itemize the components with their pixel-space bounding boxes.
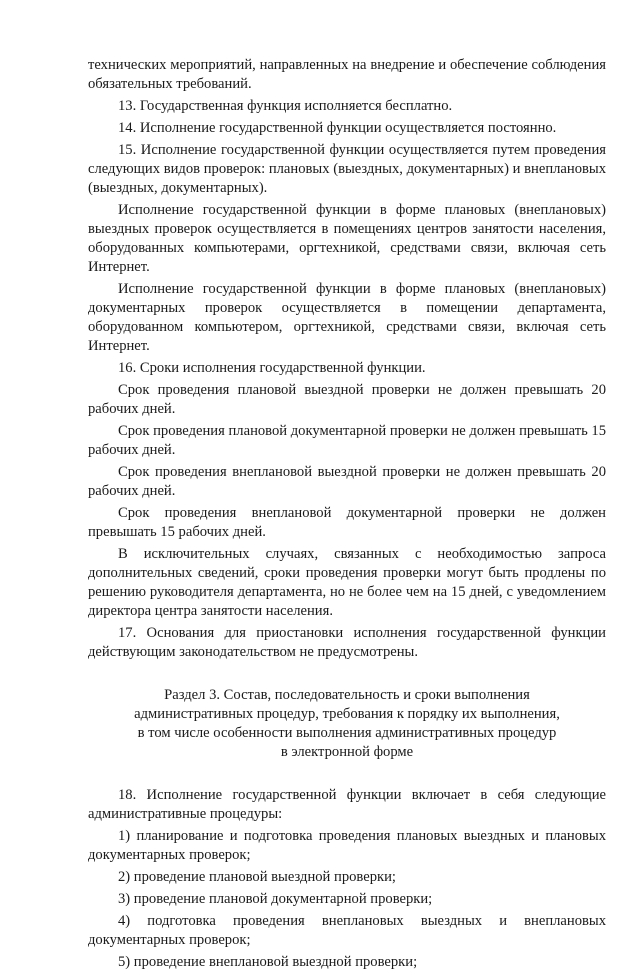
paragraph-16: 16. Сроки исполнения государственной функции. <box>118 360 426 376</box>
paragraph-15: 15. Исполнение государственной функции осуществляется путем проведения следующих видов проверок: плановых (выездных, документарных) и внеплановых (выездных, документарных). <box>88 142 606 196</box>
section-heading <box>88 686 606 762</box>
paragraph-16-term-4: Срок проведения внеплановой документарной проверки не должен превышать 15 рабочих дней. <box>88 505 606 540</box>
paragraph-16-term-2: Срок проведения плановой документарной проверки не должен превышать 15 рабочих дней. <box>88 423 606 458</box>
paragraph-15-onsite: Исполнение государственной функции в форме плановых (внеплановых) выездных проверок осуществляется в помещениях центров занятости населения, оборудованных компьютерами, оргтехникой, средствами связи, включая сеть Интернет. <box>88 202 606 275</box>
paragraph-16-extension: В исключительных случаях, связанных с необходимостью запроса дополнительных сведений, сроки проведения проверки могут быть продлены по решению руководителя департамента, но не более чем на 15 дней, с уведомлением директора центра занятости населения. <box>88 546 606 619</box>
paragraph-13: 13. Государственная функция исполняется бесплатно. <box>118 98 453 114</box>
paragraph-17: 17. Основания для приостановки исполнения государственной функции действующим законодательством не предусмотрены. <box>88 625 606 660</box>
paragraph-18: 18. Исполнение государственной функции включает в себя следующие административные процедуры: <box>88 787 606 822</box>
paragraph-continuation: технических мероприятий, направленных на внедрение и обеспечение соблюдения обязательных требований. <box>88 57 606 92</box>
section-heading-line: в электронной форме <box>280 744 414 760</box>
paragraph-16-term-3: Срок проведения внеплановой выездной проверки не должен превышать 20 рабочих дней. <box>88 464 606 499</box>
section-heading-line: Раздел 3. Состав, последовательность и сроки выполнения <box>164 687 530 703</box>
paragraph-15-documentary: Исполнение государственной функции в форме плановых (внеплановых) документарных проверок осуществляется в помещении департамента, оборудованном компьютером, оргтехникой, средствами связи, включая сеть Интернет. <box>88 281 606 354</box>
paragraph-14: 14. Исполнение государственной функции осуществляется постоянно. <box>118 120 557 136</box>
procedure-item-5: 5) проведение внеплановой выездной проверки; <box>118 954 418 970</box>
procedure-item-3: 3) проведение плановой документарной проверки; <box>118 891 433 907</box>
section-heading-line: в том числе особенности выполнения административных процедур <box>137 725 557 741</box>
procedure-item-2: 2) проведение плановой выездной проверки; <box>118 869 396 885</box>
document-page <box>88 56 606 975</box>
section-heading-line: административных процедур, требования к порядку их выполнения, <box>134 706 560 722</box>
procedure-item-1: 1) планирование и подготовка проведения плановых выездных и плановых документарных проверок; <box>88 828 606 863</box>
paragraph-16-term-1: Срок проведения плановой выездной проверки не должен превышать 20 рабочих дней. <box>88 382 606 417</box>
procedure-item-4: 4) подготовка проведения внеплановых выездных и внеплановых документарных проверок; <box>88 913 606 948</box>
